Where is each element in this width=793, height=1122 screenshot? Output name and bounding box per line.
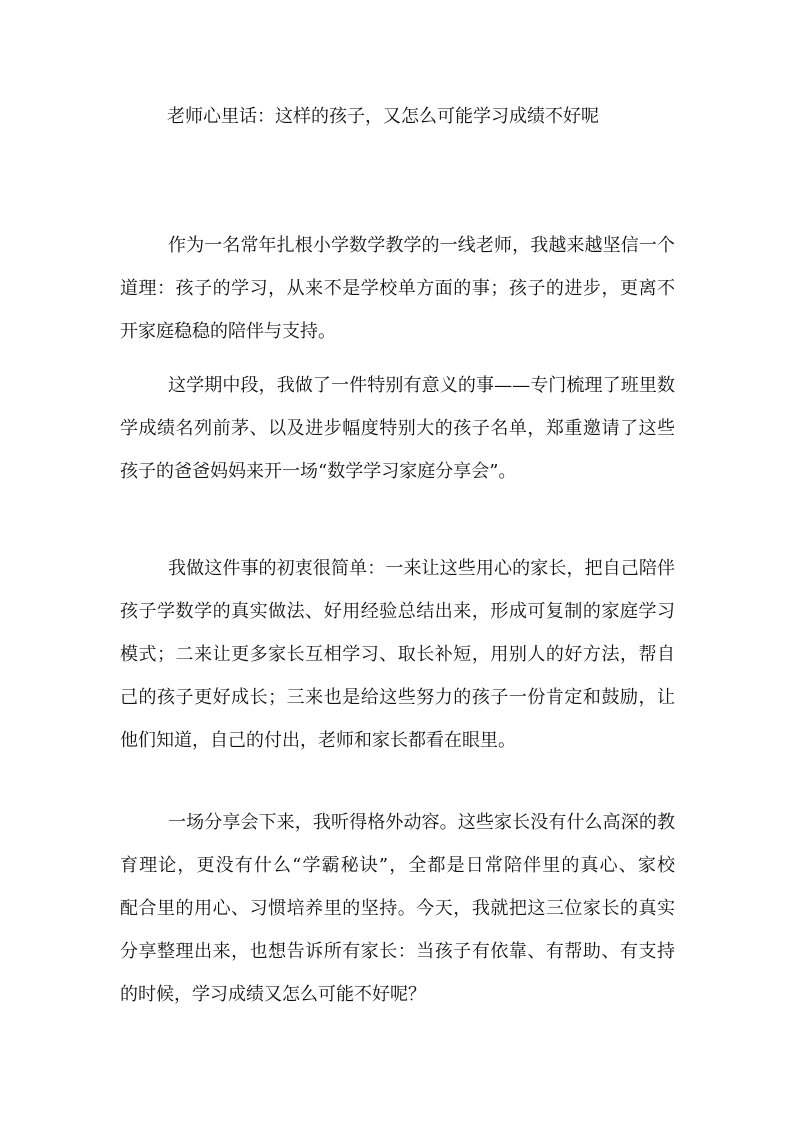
text-line: 学成绩名列前茅、以及进步幅度特别大的孩子名单，郑重邀请了这些 (120, 418, 675, 439)
paragraph-1 (120, 224, 675, 353)
text-line: 开家庭稳稳的陪伴与支持。 (120, 321, 336, 342)
text-line: 孩子的爸爸妈妈来开一场“数学学习家庭分享会”。 (120, 461, 517, 482)
text-line: 一场分享会下来，我听得格外动容。这些家长没有什么高深的教 (168, 812, 675, 833)
paragraph-4 (120, 801, 675, 1016)
text-line: 这学期中段，我做了一件特别有意义的事——专门梳理了班里数 (168, 375, 675, 396)
text-line: 己的孩子更好成长；三来也是给这些努力的孩子一份肯定和鼓励，让 (120, 687, 675, 708)
text-line: 道理：孩子的学习，从来不是学校单方面的事；孩子的进步，更离不 (120, 278, 675, 299)
text-line: 模式；二来让更多家长互相学习、取长补短，用别人的好方法，帮自 (120, 644, 675, 665)
text-line: 他们知道，自己的付出，老师和家长都看在眼里。 (120, 730, 516, 751)
text-line: 育理论，更没有什么“学霸秘诀”，全都是日常陪伴里的真心、家校 (120, 855, 675, 876)
paragraph-2 (120, 364, 675, 493)
text-line: 配合里的用心、习惯培养里的坚持。今天，我就把这三位家长的真实 (120, 898, 675, 919)
text-line: 作为一名常年扎根小学数学教学的一线老师，我越来越坚信一个 (168, 235, 675, 256)
paragraph-3 (120, 547, 675, 762)
text-line: 分享整理出来，也想告诉所有家长：当孩子有依靠、有帮助、有支持 (120, 941, 675, 962)
text-line: 的时候，学习成绩又怎么可能不好呢？ (120, 984, 426, 1005)
text-line: 孩子学数学的真实做法、好用经验总结出来，形成可复制的家庭学习 (120, 601, 675, 622)
text-line: 我做这件事的初衷很简单：一来让这些用心的家长，把自己陪伴 (168, 558, 675, 579)
document-title: 老师心里话：这样的孩子，又怎么可能学习成绩不好呢 (167, 106, 599, 127)
